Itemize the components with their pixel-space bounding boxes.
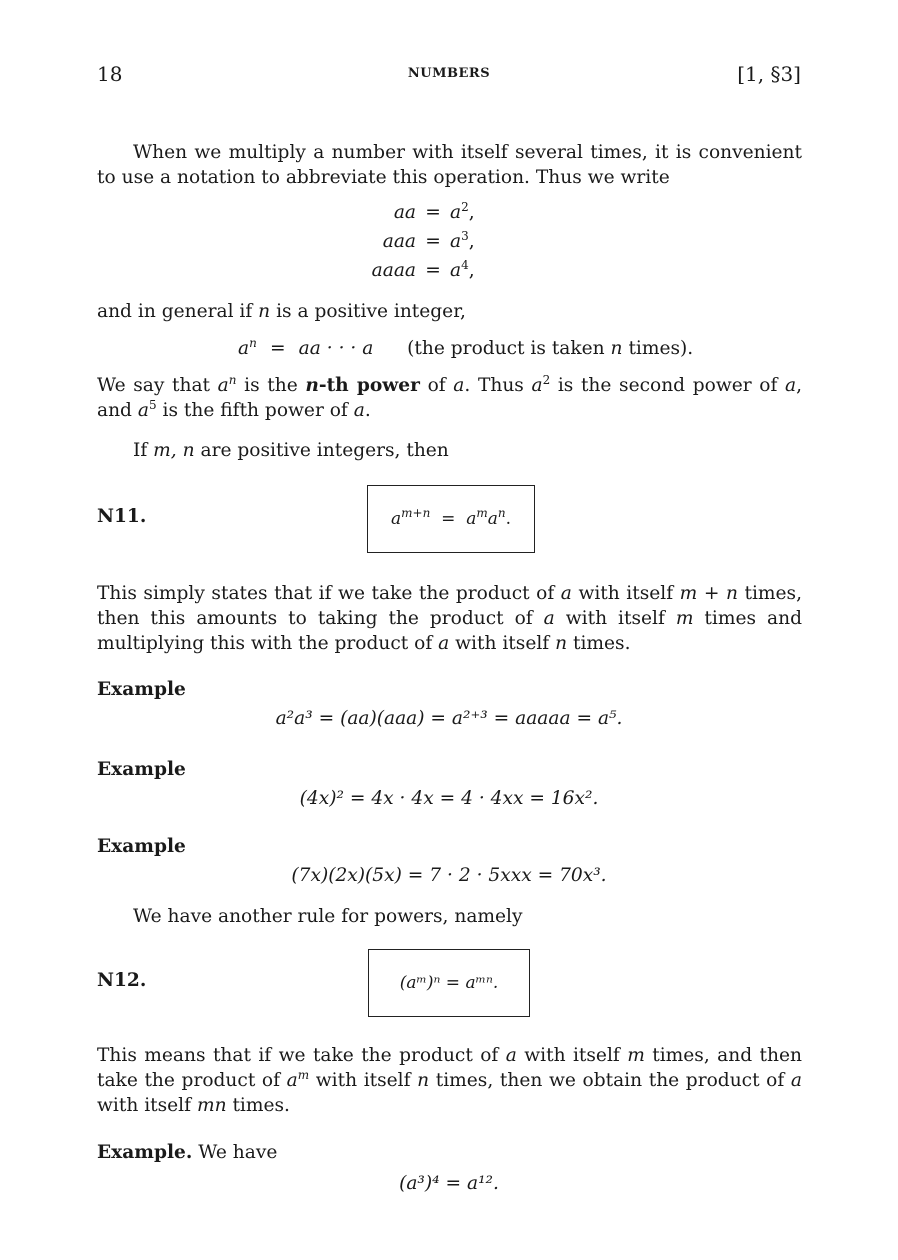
var-a: a: [353, 400, 365, 421]
power-equation-2: [296, 231, 475, 252]
text: This means that if we take the product of: [97, 1045, 506, 1066]
text: We say that: [97, 375, 218, 396]
example-heading: Example.: [97, 1142, 193, 1163]
equation-punct: ,: [468, 202, 475, 223]
equation-lhs: aa: [393, 202, 416, 223]
n11-explanation: [97, 581, 802, 656]
var-a: a: [217, 375, 229, 396]
equals-sign: =: [425, 260, 441, 281]
section-reference: [1, §3]: [737, 62, 801, 86]
text: is a positive integer,: [270, 301, 466, 322]
text: We have: [192, 1142, 278, 1163]
var-n: n: [555, 633, 568, 654]
var-a: a: [784, 375, 797, 396]
def-exponent: n: [249, 336, 257, 350]
text: times, and then: [644, 1045, 802, 1066]
equals-sign: =: [425, 231, 441, 252]
running-title: NUMBERS: [407, 66, 491, 81]
text: ,: [796, 375, 802, 396]
var-a: a: [531, 375, 543, 396]
intro-line-2: use a notation to abbreviate this operation. Thus we write: [121, 167, 670, 188]
power-equation-3: [296, 260, 475, 281]
intro-paragraph: [97, 140, 802, 190]
equals-sign: =: [441, 509, 456, 529]
final-example-math: (a³)⁴ = a¹².: [399, 1173, 499, 1194]
equation-exponent: 4: [461, 258, 469, 272]
text: is the second power of: [550, 375, 785, 396]
text: with itself: [571, 583, 680, 604]
n12-explanation: [97, 1043, 802, 1118]
text: .: [364, 400, 371, 421]
final-example-line: [97, 1140, 802, 1165]
rule-n11-formula: [391, 506, 511, 529]
var-a: a: [438, 633, 450, 654]
text: with itself: [449, 633, 556, 654]
another-rule-line: We have another rule for powers, namely: [133, 906, 523, 927]
bold-term: -th power: [318, 375, 420, 396]
example-math: a²a³ = (aa)(aaa) = a²⁺³ = aaaaa = a⁵.: [275, 708, 623, 729]
text: and: [97, 400, 138, 421]
text: . Thus: [464, 375, 532, 396]
exp: n: [497, 506, 506, 520]
text: of: [419, 375, 454, 396]
var-m: m: [627, 1045, 645, 1066]
text: If: [133, 440, 154, 461]
def-rhs: aa · · · a: [298, 338, 374, 359]
var-n: n: [610, 338, 623, 359]
vars-m-n: m, n: [153, 440, 195, 461]
var-m: m: [679, 583, 698, 604]
text: times.: [567, 633, 631, 654]
equation-punct: ,: [468, 260, 475, 281]
text: times, then we obtain the product of: [429, 1070, 791, 1091]
text: with itself: [516, 1045, 628, 1066]
equation-punct: ,: [468, 231, 475, 252]
var-a: a: [543, 608, 555, 629]
equals-sign: =: [425, 202, 441, 223]
equation-base: a: [450, 202, 462, 223]
equation-base: a: [450, 260, 462, 281]
equation-exponent: 3: [461, 229, 469, 243]
var-a: a: [790, 1070, 802, 1091]
power-equation-1: [296, 202, 475, 223]
var-n: n: [258, 301, 271, 322]
var-a: a: [505, 1045, 517, 1066]
punct: .: [505, 509, 511, 529]
example-heading: Example: [97, 836, 186, 857]
base: a: [391, 509, 402, 529]
general-line: [97, 299, 802, 324]
equation-base: a: [450, 231, 462, 252]
text: are positive integers, then: [194, 440, 449, 461]
def-note-end: times).: [622, 338, 694, 359]
text: times,: [737, 583, 803, 604]
var-n: n: [725, 583, 738, 604]
example-heading: Example: [97, 759, 186, 780]
var-a: a: [286, 1070, 298, 1091]
text: This simply states that if we take the product of: [97, 583, 561, 604]
equation-exponent: 2: [461, 200, 469, 214]
plus: +: [697, 583, 726, 604]
definition-equation: [238, 338, 693, 359]
base: a: [466, 509, 477, 529]
text: times and: [693, 608, 802, 629]
text: and in general if: [97, 301, 259, 322]
bold-n: n: [305, 375, 319, 396]
example-heading: Example: [97, 679, 186, 700]
var-a: a: [453, 375, 465, 396]
rule-box-n12: [368, 949, 530, 1017]
equals-sign: =: [269, 338, 286, 359]
text: take the product of: [97, 1070, 287, 1091]
equation-lhs: aaa: [382, 231, 416, 252]
def-note: (the product is taken: [407, 338, 611, 359]
nth-power-paragraph: [97, 373, 802, 423]
equation-lhs: aaaa: [371, 260, 416, 281]
exp-m: m: [297, 1068, 310, 1082]
text: with itself: [309, 1070, 418, 1091]
text: is the fifth power of: [156, 400, 354, 421]
text: times.: [226, 1095, 290, 1116]
var-a: a: [560, 583, 572, 604]
page-number: 18: [97, 62, 123, 86]
rule-n12-formula: (aᵐ)ⁿ = aᵐⁿ.: [399, 973, 499, 993]
var-m: m: [675, 608, 694, 629]
rule-label-n11: N11.: [97, 506, 147, 527]
def-base: a: [238, 338, 250, 359]
exp-5: 5: [148, 398, 157, 412]
exp-n: n: [228, 373, 237, 387]
example-math: (7x)(2x)(5x) = 7 · 2 · 5xxx = 70x³.: [291, 865, 607, 886]
example-math: (4x)² = 4x · 4x = 4 · 4xx = 16x².: [299, 788, 599, 809]
exp: m: [476, 506, 488, 520]
text: is the: [236, 375, 306, 396]
base: a: [487, 509, 498, 529]
if-line: [97, 438, 802, 463]
rule-box-n11: [367, 485, 535, 553]
text: then this amounts to taking the product of: [97, 608, 544, 629]
text: multiplying this with the product of: [97, 633, 439, 654]
text: with itself: [554, 608, 676, 629]
rule-label-n12: N12.: [97, 970, 147, 991]
exp: m+n: [401, 506, 431, 520]
text: with itself: [97, 1095, 197, 1116]
var-mn: mn: [196, 1095, 227, 1116]
var-a: a: [137, 400, 149, 421]
exp-2: 2: [542, 373, 551, 387]
var-n: n: [417, 1070, 430, 1091]
intro-line-1: When we multiply a number with itself several times, it is convenient to: [97, 142, 802, 188]
